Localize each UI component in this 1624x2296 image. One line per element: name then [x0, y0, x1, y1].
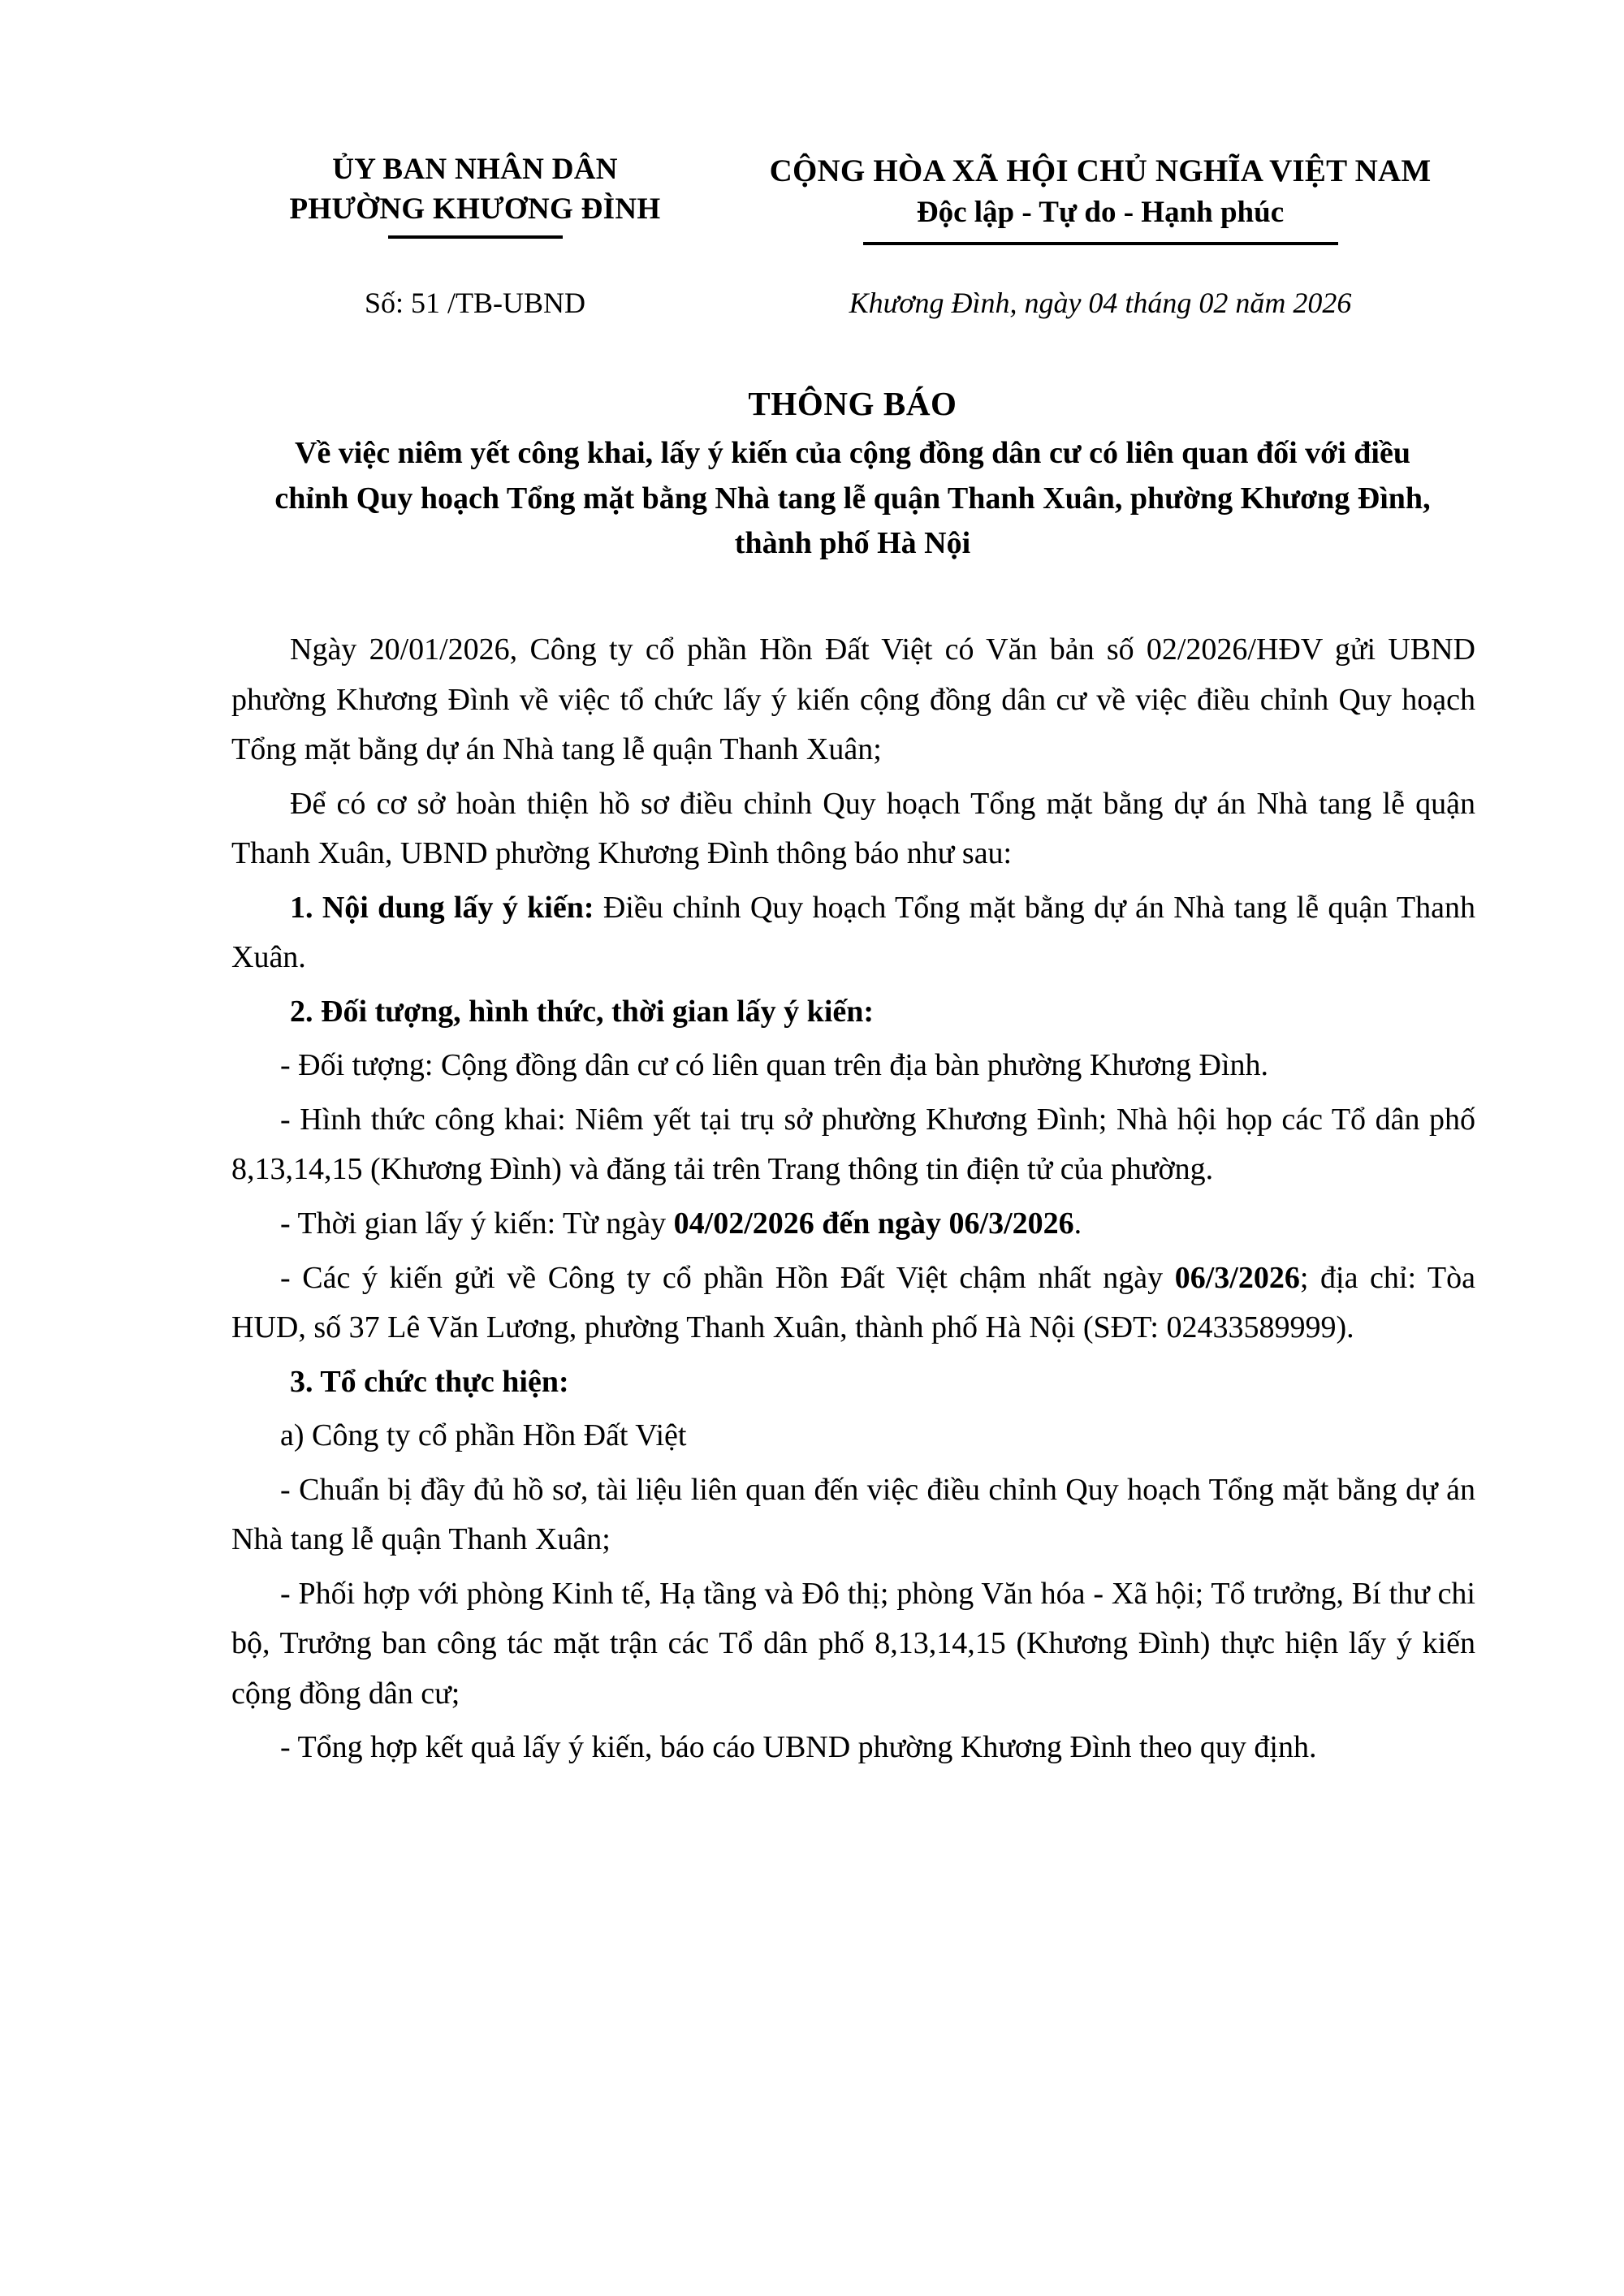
period-prefix: - Thời gian lấy ý kiến: Từ ngày [280, 1206, 674, 1241]
section-2-bullet-form: - Hình thức công khai: Niêm yết tại trụ sở phường Khương Đình; Nhà hội họp các Tổ dân phố 8,13,14,15 (Khương Đình) và đăng tải trên Trang thông tin điện tử của phường. [231, 1102, 1475, 1187]
section-2-bullet-period [231, 1199, 1475, 1249]
section-2-bullet-submission [231, 1254, 1475, 1353]
period-suffix: . [1073, 1206, 1082, 1241]
section-3-heading [231, 1357, 1475, 1408]
paragraph-intro-1: Ngày 20/01/2026, Công ty cổ phần Hồn Đất Việt có Văn bản số 02/2026/HĐV gửi UBND phường Khương Đình về việc tổ chức lấy ý kiến cộng đồng dân cư về việc điều chỉnh Quy hoạch Tổng mặt bằng dự án Nhà tang lễ quận Thanh Xuân; [231, 632, 1475, 767]
document-type-title: THÔNG BÁO [748, 385, 957, 422]
document-date-line: Khương Đình, ngày 04 tháng 02 năm 2026 [849, 287, 1352, 319]
section-2-heading [231, 987, 1475, 1038]
authority-line-2: PHƯỜNG KHƯƠNG ĐÌNH [289, 192, 661, 226]
section-3-bullet-report: - Tổng hợp kết quả lấy ý kiến, báo cáo UBND phường Khương Đình theo quy định. [280, 1730, 1317, 1765]
motto-underline-rule [863, 242, 1338, 245]
title-block [231, 383, 1474, 567]
section-1-text: Điều chỉnh Quy hoạch Tổng mặt bằng dự án Nhà tang lễ quận Thanh Xuân. [231, 890, 1475, 975]
motto-underline-wrap [727, 235, 1474, 245]
section-2-bullet-audience: - Đối tượng: Cộng đồng dân cư có liên quan trên địa bàn phường Khương Đình. [280, 1048, 1269, 1083]
section-1-label: 1. Nội dung lấy ý kiến: [290, 890, 594, 925]
national-heading-block [727, 150, 1474, 245]
submission-suffix: ; địa chỉ: Tòa HUD, số 37 Lê Văn Lương, phường Thanh Xuân, thành phố Hà Nội (SĐT: 02433589999). [231, 1260, 1476, 1345]
document-subtitle: Về việc niêm yết công khai, lấy ý kiến của cộng đồng dân cư có liên quan đối với điều chỉnh Quy hoạch Tổng mặt bằng Nhà tang lễ quận Thanh Xuân, phường Khương Đình, thành phố Hà Nội [274, 436, 1431, 561]
period-dates: 04/02/2026 đến ngày 06/3/2026 [673, 1206, 1074, 1241]
section-1-content [231, 883, 1475, 983]
section-3-bullet-coordinate: - Phối hợp với phòng Kinh tế, Hạ tầng và Đô thị; phòng Văn hóa - Xã hội; Tổ trưởng, Bí thư chi bộ, Trưởng ban công tác mặt trận các Tổ dân phố 8,13,14,15 (Khương Đình) thực hiện lấy ý kiến cộng đồng dân cư; [231, 1576, 1475, 1711]
submission-prefix: - Các ý kiến gửi về Công ty cổ phần Hồn Đất Việt chậm nhất ngày [280, 1260, 1175, 1295]
section-3-label: 3. Tổ chức thực hiện: [290, 1364, 569, 1399]
national-title: CỘNG HÒA XÃ HỘI CHỦ NGHĨA VIỆT NAM [769, 153, 1432, 188]
document-body [231, 625, 1475, 1777]
document-meta-row [231, 284, 1474, 322]
authority-line-1: ỦY BAN NHÂN DÂN [332, 153, 618, 186]
national-motto: Độc lập - Tự do - Hạnh phúc [916, 196, 1285, 230]
document-header [231, 150, 1474, 245]
paragraph-intro-2: Để có cơ sở hoàn thiện hồ sơ điều chỉnh Quy hoạch Tổng mặt bằng dự án Nhà tang lễ quận Thanh Xuân, UBND phường Khương Đình thông báo như sau: [231, 786, 1475, 871]
authority-underline-wrap [231, 230, 719, 239]
submission-deadline: 06/3/2026 [1174, 1260, 1300, 1295]
section-3-bullet-prepare: - Chuẩn bị đầy đủ hồ sơ, tài liệu liên quan đến việc điều chỉnh Quy hoạch Tổng mặt bằng dự án Nhà tang lễ quận Thanh Xuân; [231, 1472, 1475, 1557]
authority-underline-rule [388, 235, 563, 239]
document-number: Số: 51 /TB-UBND [364, 287, 586, 319]
issuing-authority-block [231, 150, 727, 239]
section-2-label: 2. Đối tượng, hình thức, thời gian lấy ý kiến: [290, 994, 875, 1029]
section-3-item-a: a) Công ty cổ phần Hồn Đất Việt [280, 1418, 687, 1453]
